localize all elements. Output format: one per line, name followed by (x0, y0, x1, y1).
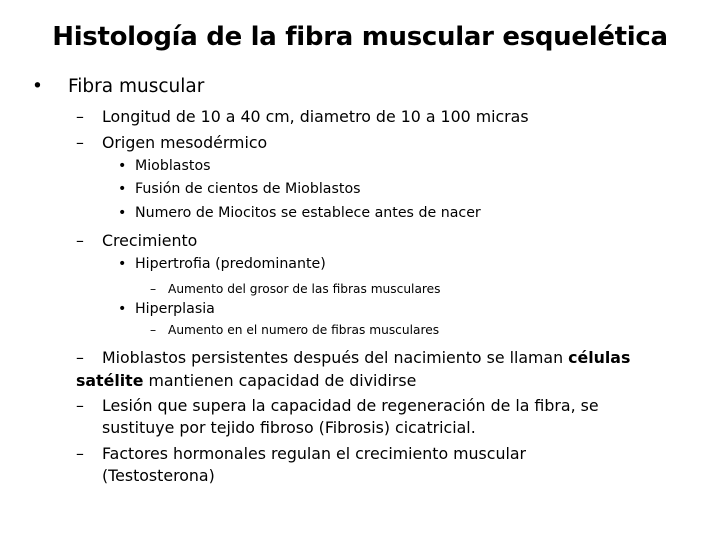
dash-marker: – (76, 231, 84, 250)
subitem-text: Factores hormonales regulan el crecimiento muscular (102, 444, 527, 463)
bullet-marker: • (118, 181, 127, 197)
bullet-marker: • (118, 158, 127, 174)
subitem-text-bold: células satélite (76, 348, 631, 390)
subitem-celulas-satelite (76, 346, 636, 392)
slide-title: Histología de la fibra muscular esquelética (52, 22, 668, 52)
point-text: Hipertrofia (predominante) (135, 256, 326, 272)
detail-text: Aumento en el numero de fibras musculares (168, 323, 440, 337)
subitem-text: Longitud de 10 a 40 cm, diametro de 10 a 100 micras (102, 107, 529, 126)
dash-marker: – (76, 133, 84, 152)
bullet-marker: • (118, 205, 127, 221)
subitem-text: Lesión que supera la capacidad de regeneración de la fibra, se (102, 396, 599, 415)
subitem-text-post: mantienen capacidad de dividirse (148, 371, 417, 390)
point-text: Fusión de cientos de Mioblastos (135, 181, 361, 197)
subitem-text-pre: Mioblastos persistentes después del nacimiento se llaman (102, 348, 564, 367)
dash-marker: – (76, 348, 84, 367)
subitem-origen (76, 133, 267, 152)
point-mioblastos (118, 158, 211, 174)
dash-marker: – (76, 444, 84, 463)
point-text: Mioblastos (135, 158, 211, 174)
subitem-lesion (76, 396, 599, 437)
point-text: Numero de Miocitos se establece antes de nacer (135, 205, 481, 221)
point-hipertrofia (118, 256, 326, 272)
dash-marker: – (76, 107, 84, 126)
detail-aumento-numero (150, 323, 439, 337)
point-text: Hiperplasia (135, 301, 215, 317)
subitem-factores (76, 444, 526, 485)
bullet-marker: • (118, 301, 127, 317)
subitem-text-continued: sustituye por tejido fibroso (Fibrosis) cicatricial. (102, 418, 476, 437)
bullet-text: Fibra muscular (68, 76, 205, 97)
dash-marker: – (76, 396, 84, 415)
detail-aumento-grosor (150, 282, 441, 296)
bullet-marker: • (32, 76, 43, 97)
subitem-text-continued: (Testosterona) (102, 466, 215, 485)
bullet-fibra-muscular (32, 76, 204, 97)
point-numero-miocitos (118, 205, 481, 221)
subitem-crecimiento (76, 231, 197, 250)
detail-text: Aumento del grosor de las fibras musculares (168, 282, 441, 296)
subitem-text: Origen mesodérmico (102, 133, 268, 152)
bullet-marker: • (118, 256, 127, 272)
dash-marker: – (150, 282, 157, 296)
point-fusion (118, 181, 361, 197)
dash-marker: – (150, 323, 157, 337)
subitem-text: Crecimiento (102, 231, 198, 250)
point-hiperplasia (118, 301, 215, 317)
subitem-longitud (76, 107, 529, 126)
